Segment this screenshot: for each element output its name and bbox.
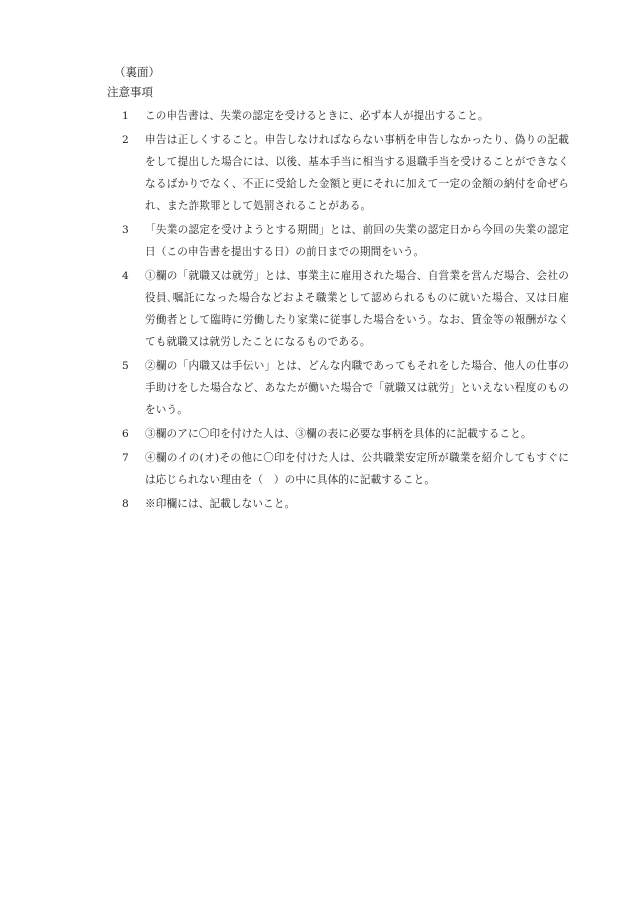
note-text: ②欄の「内職又は手伝い」とは、どんな内職であってもそれをした場合、他人の仕事の手助けをした場合など、あなたが働いた場合で「就職又は就労」といえない程度のものをいう。 — [145, 360, 569, 416]
reverse-side-label: （裏面） — [114, 65, 160, 79]
note-item-1 — [107, 105, 569, 127]
notes-heading: 注意事項 — [107, 85, 153, 99]
note-text: ①欄の「就職又は就労」とは、事業主に雇用された場合、自営業を営んだ場合、会社の役員､嘱託になった場合などおよそ職業として認められるものに就いた場合、又は日雇労働者として臨時に労働したり家業に従事した場合をいう。なお、賃金等の報酬がなくても就職又は就労したことになるものである。 — [145, 270, 569, 348]
note-number: 8 — [122, 498, 129, 510]
note-text: 申告は正しくすること。申告しなければならない事柄を申告しなかったり、偽りの記載をして提出した場合には、以後、基本手当に相当する退職手当を受けることができなくなるばかりでなく、不正に受給した金額と更にそれに加えて一定の金額の納付を命ぜられ、また詐欺罪として処罰されることがある。 — [145, 134, 569, 212]
note-item-7 — [107, 447, 569, 491]
note-number: 7 — [122, 452, 129, 464]
note-item-2 — [107, 129, 569, 217]
note-text: ④欄のイの(オ)その他に〇印を付けた人は、公共職業安定所が職業を紹介してもすぐには応じられない理由を（ ）の中に具体的に記載すること。 — [145, 452, 569, 486]
note-text: この申告書は、失業の認定を受けるときに、必ず本人が提出すること。 — [145, 110, 489, 122]
note-number: 3 — [122, 224, 129, 236]
note-item-5 — [107, 355, 569, 421]
note-number: 4 — [122, 270, 129, 282]
note-number: 1 — [122, 110, 129, 122]
note-text: 「失業の認定を受けようとする期間」とは、前回の失業の認定日から今回の失業の認定日（この申告書を提出する日）の前日までの期間をいう。 — [145, 224, 569, 258]
note-item-3 — [107, 219, 569, 263]
notes-list — [107, 105, 569, 517]
note-item-6 — [107, 423, 569, 445]
note-item-8 — [107, 493, 569, 515]
note-number: 6 — [122, 428, 129, 440]
note-text: ③欄のアに〇印を付けた人は、③欄の表に必要な事柄を具体的に記載すること。 — [145, 428, 532, 440]
note-number: 5 — [122, 360, 129, 372]
note-text: ※印欄には、記載しないこと。 — [145, 498, 296, 510]
note-item-4 — [107, 265, 569, 353]
note-number: 2 — [122, 134, 129, 146]
